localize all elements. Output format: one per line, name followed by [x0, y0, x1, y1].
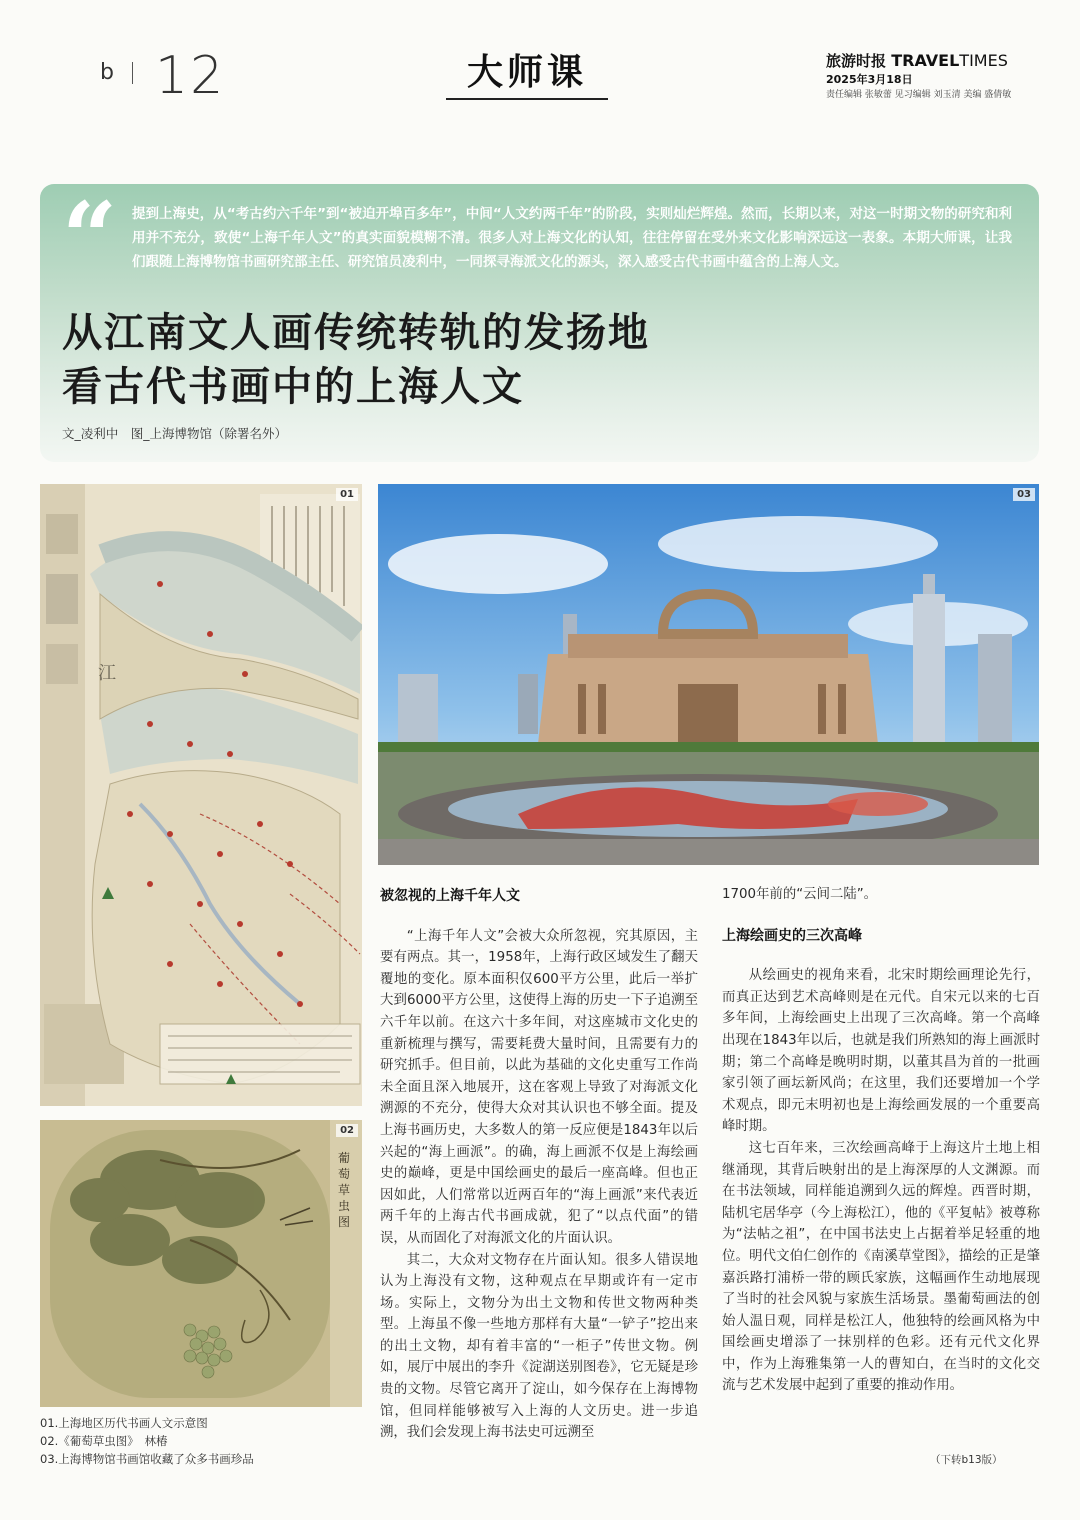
newspaper-masthead	[826, 50, 1008, 71]
map-river-label: 江	[98, 663, 116, 684]
section-title: 大师课	[466, 52, 587, 93]
shanghai-museum-photo	[378, 484, 1039, 865]
headline-line-1: 从江南文人画传统转轨的发扬地	[62, 309, 650, 356]
paragraph: 其二，大众对文物存在片面认知。很多人错误地认为上海没有文物，这种观点在早期或许有一定市场。实际上，文物分为出土文物和传世文物两种类型。上海虽不像一些地方那样有大量“一铲子”挖出来的出土文物，却有着丰富的“一柜子”传世文物。例如，展厅中展出的李升《淀湖送别图卷》，它无疑是珍贵的文物。尽管它离开了淀山，如今保存在上海博物馆，但同样能够被写入上海的人文历史。进一步追溯，我们会发现上海书法史可远溯至	[380, 1252, 698, 1441]
figure-number-03: 03	[1013, 488, 1035, 501]
editor-credits: 责任编辑 张敏蕾 见习编辑 刘玉清 美编 盛倩敏	[826, 90, 1012, 100]
issue-date: 2025年3月18日	[826, 73, 913, 86]
page-section-letter: b	[100, 60, 116, 85]
subhead-three-peaks: 上海绘画史的三次高峰	[722, 927, 862, 944]
caption-01: 01.上海地区历代书画人文示意图	[40, 1416, 208, 1430]
figure-painting	[40, 1120, 362, 1407]
paragraph: “上海千年人文”会被大众所忽视，究其原因，主要有两点。其一，1958年，上海行政区域发生了翻天覆地的变化。原本面积仅600平方公里，此后一举扩大到6000平方公里，这使得上海的历史一下子追溯至六千年以前。在这六十多年间，对这座城市文化史的重新梳理与撰写，需要耗费大量时间，且需要有力的研究抓手。但目前，以此为基础的文化史重写工作尚未全面且深入地展开，这在客观上导致了对海派文化溯源的不充分，使得大众对其认识也不够全面。提及上海书画历史，大多数人的第一反应便是1843年以后兴起的“海上画派”。的确，海上画派不仅是上海绘画史的巅峰，更是中国绘画史的最后一座高峰。但也正因如此，人们常常以近两百年的“海上画派”来代表近两千年的上海古代书画成就，犯了“以点代面”的错误，从而固化了对海派文化的片面认识。	[380, 928, 698, 1246]
continued-on-note: （下转b13版）	[930, 1454, 1003, 1466]
paragraph-continued: 1700年前的“云间二陆”。	[722, 887, 878, 902]
grape-insect-painting	[40, 1120, 362, 1407]
article-column-left	[380, 886, 698, 1444]
page-number-divider	[132, 62, 133, 84]
article-column-right	[722, 884, 1040, 1397]
caption-03: 03.上海博物馆书画馆收藏了众多书画珍品	[40, 1452, 254, 1466]
figure-number-02: 02	[336, 1124, 358, 1137]
painting-title-inscription: 葡萄草虫图	[338, 1151, 351, 1229]
section-title-underline	[446, 98, 608, 100]
headline-line-2: 看古代书画中的上海人文	[62, 363, 524, 410]
lead-intro: 提到上海史，从“考古约六千年”到“被迫开埠百多年”，中间“人文约两千年”的阶段，实则灿烂辉煌。然而，长期以来，对这一时期文物的研究和利用并不充分，致使“上海千年人文”的真实面貌模糊不清。很多人对上海文化的认知，往往停留在受外来文化影响深远这一表象。本期大师课，让我们跟随上海博物馆书画研究部主任、研究馆员凌利中，一同探寻海派文化的源头，深入感受古代书画中蕴含的上海人文。	[132, 206, 1012, 270]
page-number: 12	[155, 46, 226, 106]
masthead-cn: 旅游时报	[826, 52, 887, 70]
figure-number-01: 01	[336, 488, 358, 501]
map-illustration	[40, 484, 362, 1106]
figure-museum-photo	[378, 484, 1039, 865]
figure-map	[40, 484, 362, 1106]
paragraph: 这七百年来，三次绘画高峰于上海这片土地上相继涌现，其背后映射出的是上海深厚的人文渊源。而在书法领域，同样能追溯到久远的辉煌。西晋时期，陆机宅居华亭（今上海松江），他的《平复帖》被尊称为“法帖之祖”，在中国书法史上占据着举足轻重的地位。明代文伯仁创作的《南溪草堂图》，描绘的正是肇嘉浜路打浦桥一带的顾氏家族，这幅画作生动地展现了当时的社会风貌与家族生活场景。墨葡萄画法的创始人温日观，同样是松江人，他独特的绘画风格为中国绘画史增添了一抹别样的色彩。还有元代文化界中，作为上海雅集第一人的曹知白，在当时的文化交流与艺术发展中起到了重要的推动作用。	[722, 1140, 1040, 1394]
subhead-overlooked: 被忽视的上海千年人文	[380, 888, 520, 904]
byline: 文_凌利中 图_上海博物馆（除署名外）	[62, 426, 288, 441]
caption-02: 02.《葡萄草虫图》 林椿	[40, 1434, 168, 1448]
paragraph: 从绘画史的视角来看，北宋时期绘画理论先行，而真正达到艺术高峰则是在元代。自宋元以来的七百多年间，上海绘画史上出现了三次高峰。第一个高峰出现在1843年以后，也就是我们所熟知的海上画派时期；第二个高峰是晚明时期，以董其昌为首的一批画家引领了画坛新风尚；在这里，我们还要增加一个学术观点，即元末明初也是上海绘画发展的一个重要高峰时期。	[722, 968, 1040, 1135]
quote-mark-icon: “	[62, 181, 118, 294]
masthead-en-bold: TRAVEL	[891, 51, 960, 70]
masthead-en-light: TIMES	[959, 51, 1008, 70]
figure-captions	[40, 1414, 254, 1468]
article-headline	[62, 306, 962, 414]
